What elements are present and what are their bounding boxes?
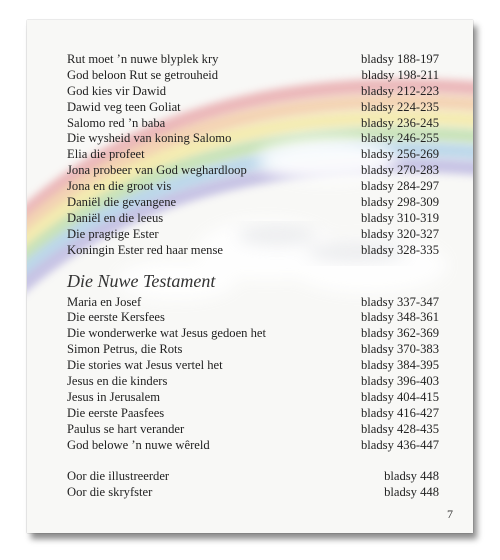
toc-entry [67, 406, 439, 422]
toc-entry-pages: bladsy 404-415 [360, 389, 439, 404]
table-of-contents [67, 52, 439, 501]
toc-entry [67, 84, 439, 100]
toc-entry-title: Die wysheid van koning Salomo [67, 131, 232, 146]
toc-entry-pages: bladsy 188-197 [360, 52, 439, 66]
toc-entry [67, 422, 439, 438]
toc-entry-title: Daniël die gevangene [67, 195, 177, 210]
toc-entry [67, 100, 439, 116]
toc-entry [67, 227, 439, 243]
toc-entry-title: Jona probeer van God weghardloop [67, 163, 247, 178]
toc-entry [67, 147, 439, 163]
toc-entry-title: God kies vir Dawid [67, 83, 166, 98]
toc-entry-title: Oor die illustreerder [67, 469, 170, 484]
toc-entry-title: God beloon Rut se getrouheid [67, 67, 219, 82]
toc-entry [67, 68, 439, 84]
toc-entry-title: Die eerste Kersfees [67, 310, 165, 325]
toc-entry-pages: bladsy 320-327 [360, 226, 439, 241]
toc-entry-pages: bladsy 236-245 [360, 115, 439, 130]
toc-entry-title: Salomo red ’n baba [67, 115, 166, 130]
toc-entry-pages: bladsy 224-235 [360, 99, 439, 114]
toc-entry-title: Rut moet ’n nuwe blyplek kry [67, 52, 219, 66]
toc-entry-title: Daniël en die leeus [67, 210, 164, 225]
toc-entry-pages: bladsy 416-427 [360, 405, 439, 420]
toc-entry [67, 438, 439, 454]
toc-entry-pages: bladsy 370-383 [360, 342, 439, 357]
toc-entry-pages: bladsy 337-347 [360, 294, 439, 309]
toc-entry [67, 116, 439, 132]
toc-entry-title: Die eerste Paasfees [67, 405, 165, 420]
toc-entry-title: Koningin Ester red haar mense [67, 242, 223, 257]
new-testament-list [67, 295, 439, 454]
book-page [27, 20, 473, 533]
toc-entry [67, 485, 439, 501]
toc-entry [67, 131, 439, 147]
toc-entry-title: Jesus en die kinders [67, 374, 168, 389]
toc-entry-title: Dawid veg teen Goliat [67, 99, 181, 114]
toc-entry-title: Jona en die groot vis [67, 179, 172, 194]
toc-entry [67, 163, 439, 179]
toc-entry [67, 310, 439, 326]
toc-entry [67, 374, 439, 390]
toc-entry-pages: bladsy 328-335 [360, 242, 439, 257]
toc-entry [67, 52, 439, 68]
spacer [67, 453, 439, 469]
toc-entry-title: Simon Petrus, die Rots [67, 342, 183, 357]
toc-entry-title: Jesus in Jerusalem [67, 389, 161, 404]
toc-entry-pages: bladsy 284-297 [360, 179, 439, 194]
toc-entry-pages: bladsy 448 [384, 485, 439, 500]
toc-entry-pages: bladsy 198-211 [361, 67, 439, 82]
toc-entry [67, 358, 439, 374]
toc-entry [67, 342, 439, 358]
old-testament-list [67, 52, 439, 259]
toc-entry [67, 243, 439, 259]
about-list [67, 469, 439, 501]
toc-entry-pages: bladsy 436-447 [360, 437, 439, 452]
toc-entry-pages: bladsy 310-319 [360, 210, 439, 225]
toc-entry [67, 469, 439, 485]
toc-entry-title: Die pragtige Ester [67, 226, 159, 241]
toc-entry-title: Paulus se hart verander [67, 421, 185, 436]
toc-entry-pages: bladsy 270-283 [360, 163, 439, 178]
toc-entry [67, 390, 439, 406]
toc-entry [67, 195, 439, 211]
toc-entry-pages: bladsy 396-403 [360, 374, 439, 389]
toc-entry-pages: bladsy 246-255 [360, 131, 439, 146]
toc-entry [67, 179, 439, 195]
toc-entry-title: God belowe ’n nuwe wêreld [67, 437, 210, 452]
toc-entry-title: Oor die skryfster [67, 485, 153, 500]
toc-entry-pages: bladsy 212-223 [360, 83, 439, 98]
toc-entry-pages: bladsy 448 [384, 469, 439, 484]
toc-entry-title: Die stories wat Jesus vertel het [67, 358, 223, 373]
new-testament-heading: Die Nuwe Testament [67, 270, 216, 291]
toc-entry [67, 211, 439, 227]
toc-entry [67, 295, 439, 311]
toc-entry-title: Elia die profeet [67, 147, 145, 162]
toc-entry-pages: bladsy 348-361 [360, 310, 439, 325]
toc-entry [67, 326, 439, 342]
toc-entry-pages: bladsy 362-369 [360, 326, 439, 341]
toc-entry-pages: bladsy 256-269 [360, 147, 439, 162]
page-number: 7 [447, 507, 453, 521]
toc-entry-title: Die wonderwerke wat Jesus gedoen het [67, 326, 266, 341]
toc-entry-pages: bladsy 298-309 [360, 195, 439, 210]
toc-entry-title: Maria en Josef [67, 294, 142, 309]
toc-entry-pages: bladsy 428-435 [360, 421, 439, 436]
toc-entry-pages: bladsy 384-395 [360, 358, 439, 373]
